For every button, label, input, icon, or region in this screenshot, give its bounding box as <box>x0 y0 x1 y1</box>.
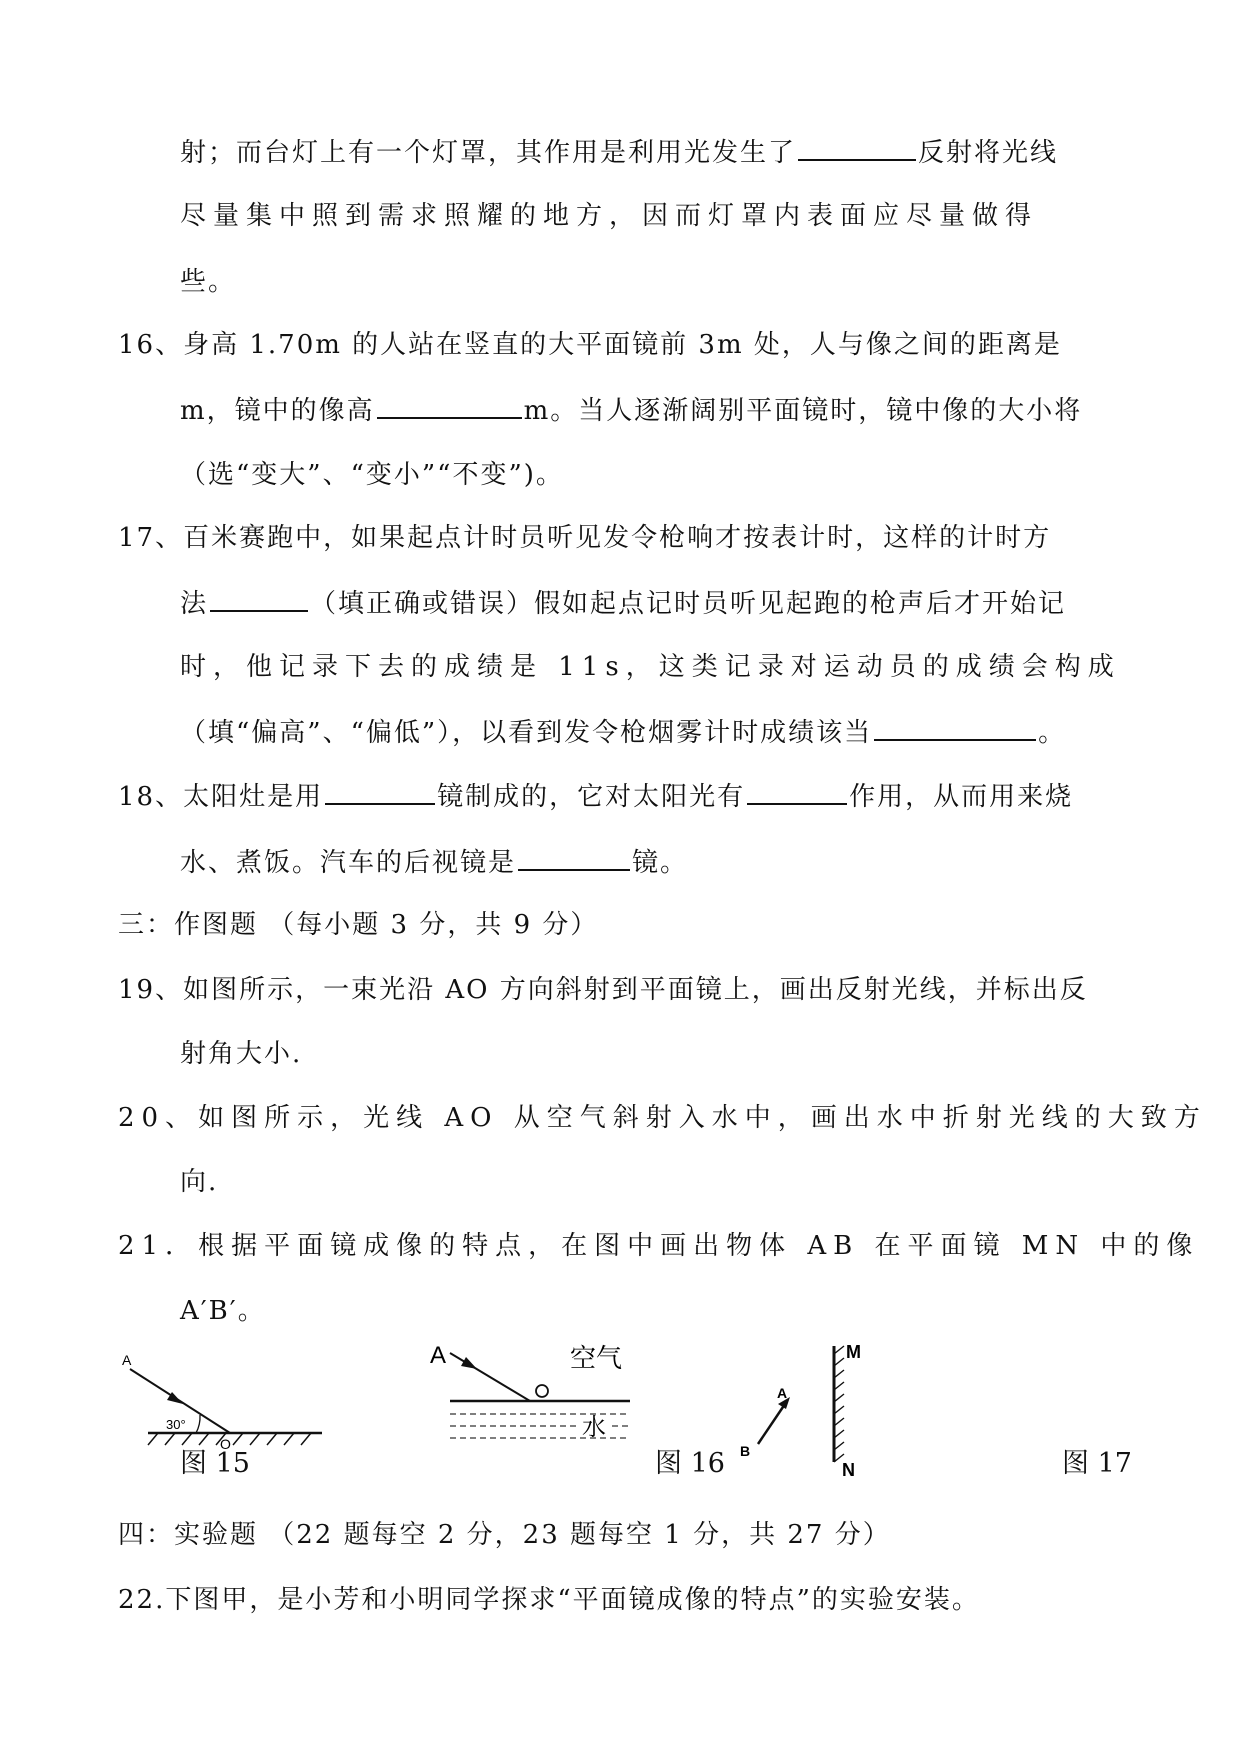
q20-line2: 向. <box>180 1167 219 1197</box>
figure-17 <box>730 1338 890 1478</box>
q22-line1: 22.下图甲，是小芳和小明同学探求“平面镜成像的特点”的实验安装。 <box>118 1585 980 1615</box>
q18-line1: 18、太阳灶是用 镜制成的，它对太阳光有 作用，从而用来烧 <box>118 779 1073 814</box>
q17-line2: 法 （填正确或错误）假如起点记时员听见起跑的枪声后才开始记 <box>180 586 1066 621</box>
label-a: A <box>122 1352 132 1368</box>
figure-15 <box>120 1345 330 1450</box>
q18-blank-2[interactable] <box>747 779 847 805</box>
ray-arrow-icon <box>461 1357 477 1369</box>
angle-label: 30° <box>166 1417 186 1432</box>
water-label: 水 <box>582 1414 606 1440</box>
label-o-circle <box>536 1385 548 1397</box>
q20-line1: 20、如图所示，光线 AO 从空气斜射入水中，画出水中折射光线的大致方 <box>118 1103 1207 1133</box>
q19-line1: 19、如图所示，一束光沿 AO 方向斜射到平面镜上，画出反射光线，并标出反 <box>118 975 1088 1005</box>
q17-blank-1[interactable] <box>210 586 308 612</box>
q21-line1: 21．根据平面镜成像的特点，在图中画出物体 AB 在平面镜 MN 中的像 <box>118 1231 1200 1261</box>
q17-line1: 17、百米赛跑中，如果起点计时员听见发令枪响才按表计时，这样的计时方 <box>118 523 1052 553</box>
figure-17-caption: 图 17 <box>1062 1448 1132 1479</box>
figure-16-caption: 图 16 <box>655 1448 725 1479</box>
q16-line1: 16、身高 1.70m 的人站在竖直的大平面镜前 3m 处，人与像之间的距离是 <box>118 330 1062 360</box>
section-4-heading: 四：实验题 （22 题每空 2 分，23 题每空 1 分，共 27 分） <box>118 1520 891 1550</box>
q16-line2: m，镜中的像高 m。当人逐渐阔别平面镜时，镜中像的大小将 <box>180 393 1082 428</box>
q19-line2: 射角大小. <box>180 1039 303 1069</box>
incident-ray <box>450 1353 530 1401</box>
figure-15-caption: 图 15 <box>180 1448 250 1479</box>
q15-line1: 射；而台灯上有一个灯罩，其作用是利用光发生了 反射将光线 <box>180 135 1058 170</box>
label-b: B <box>740 1443 751 1459</box>
label-a: A <box>430 1342 447 1369</box>
q17-blank-2[interactable] <box>874 715 1036 741</box>
q18-blank-1[interactable] <box>325 779 435 805</box>
label-a: A <box>777 1385 788 1401</box>
q18-blank-3[interactable] <box>518 845 630 871</box>
q15-line3: 些。 <box>180 267 237 297</box>
label-n: N <box>842 1460 855 1478</box>
q15-line2: 尽量集中照到需求照耀的地方，因而灯罩内表面应尽量做得 <box>180 201 1039 231</box>
label-m: M <box>846 1342 861 1362</box>
figure-16 <box>430 1335 640 1440</box>
section-3-heading: 三：作图题 （每小题 3 分，共 9 分） <box>118 910 599 940</box>
q18-line2: 水、煮饭。汽车的后视镜是 镜。 <box>180 845 688 880</box>
object-ab <box>758 1404 785 1444</box>
q17-line3: 时，他记录下去的成绩是 11s，这类记录对运动员的成绩会构成 <box>180 652 1121 682</box>
q15-blank-1[interactable] <box>798 135 916 161</box>
q17-line4: （填“偏高”、“偏低”），以看到发令枪烟雾计时成绩该当 。 <box>180 715 1066 750</box>
q21-line2: A′B′。 <box>180 1296 266 1326</box>
angle-arc <box>196 1415 200 1433</box>
q16-line3: （选“变大”、“变小”“不变”)。 <box>180 460 564 490</box>
q16-blank-height[interactable] <box>377 393 522 419</box>
air-label: 空气 <box>570 1343 623 1373</box>
label-o: O <box>220 1436 231 1450</box>
